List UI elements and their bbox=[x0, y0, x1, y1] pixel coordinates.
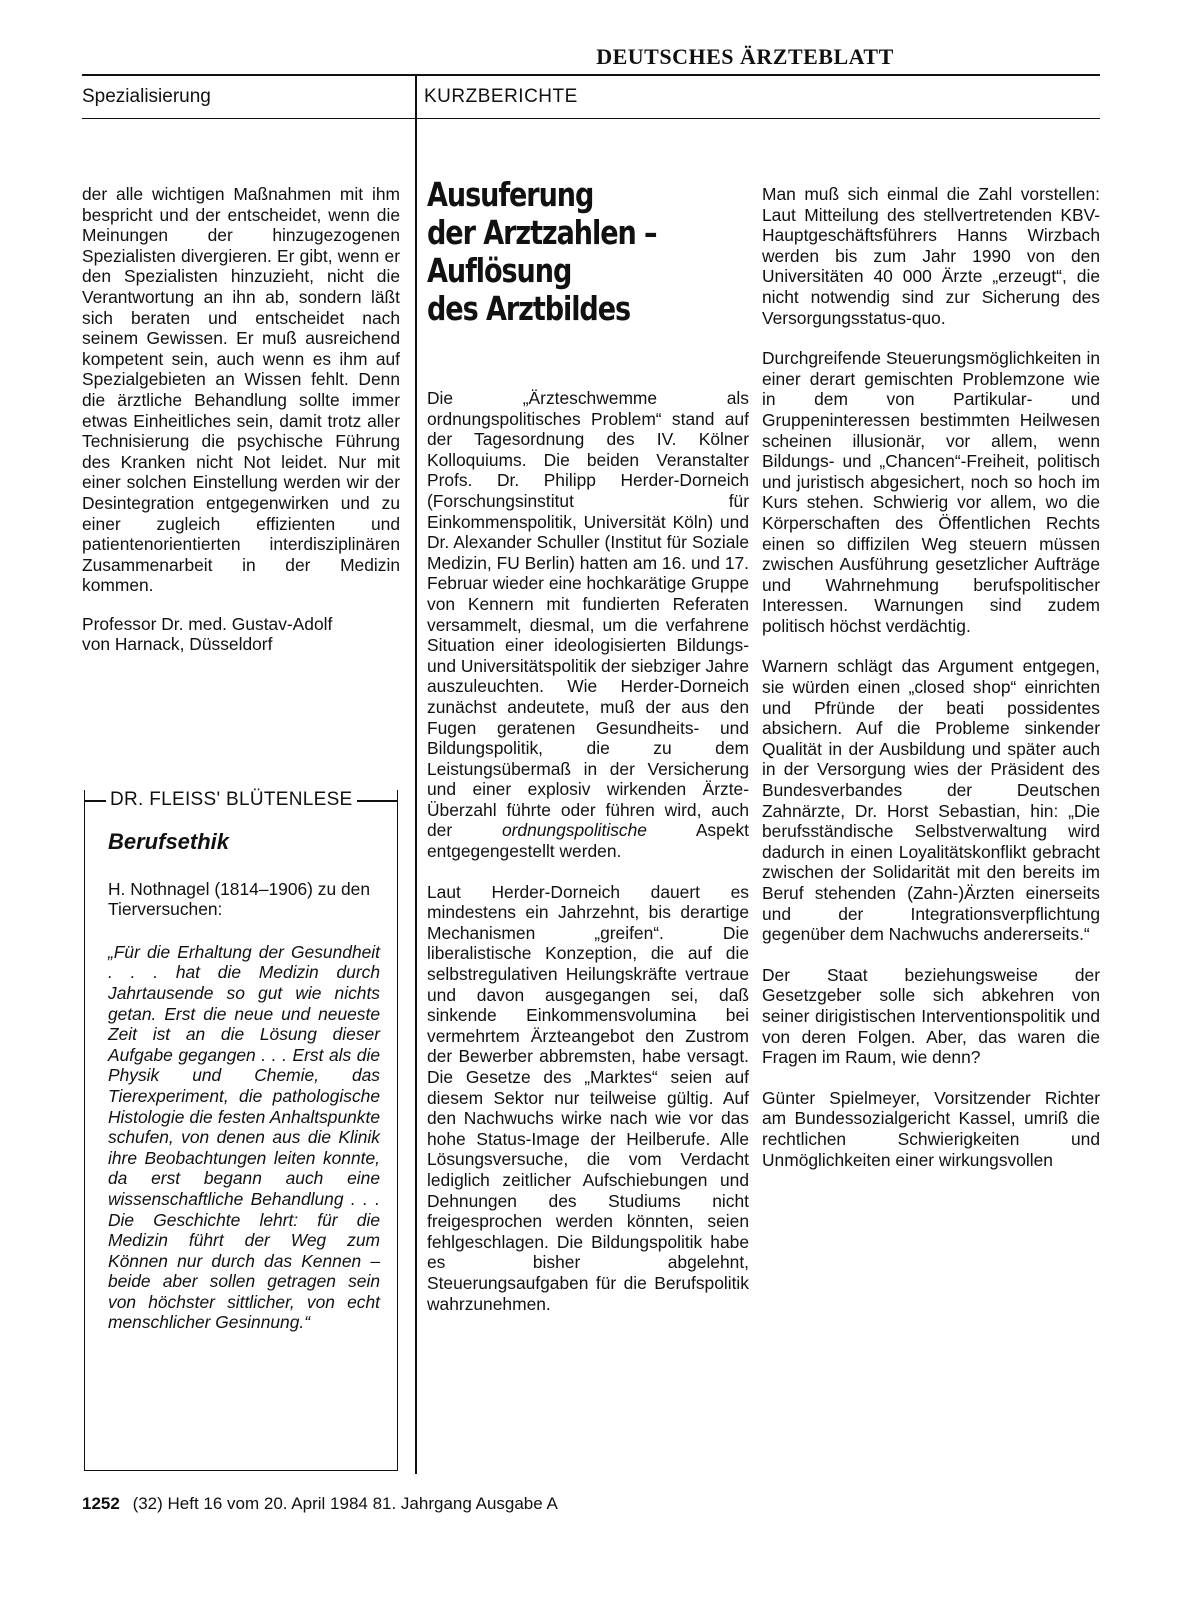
paragraph-1-italic: ordnungspolitische bbox=[501, 820, 647, 841]
headline-line-1: Ausuferung bbox=[427, 175, 594, 214]
box-content bbox=[108, 828, 380, 1333]
masthead: DEUTSCHES ÄRZTEBLATT bbox=[596, 44, 894, 69]
right-column-paragraph-5: Günter Spielmeyer, Vorsitzender Richter am Bundessozialgericht Kassel, umriß die rechtlichen Schwierigkeiten und Unmöglichkeiten einer wirkungsvollen bbox=[762, 1087, 1100, 1170]
headline-line-3: Auflösung bbox=[427, 251, 572, 290]
column-divider bbox=[415, 74, 417, 1474]
author-signature bbox=[82, 614, 400, 655]
author-line-2: von Harnack, Düsseldorf bbox=[82, 634, 273, 655]
box-top-border-left bbox=[84, 800, 108, 802]
issue-info: (32) Heft 16 vom 20. April 1984 81. Jahrgang Ausgabe A bbox=[132, 1494, 558, 1513]
right-column bbox=[762, 184, 1100, 1190]
page-number: 1252 bbox=[82, 1494, 120, 1513]
box-top-border-right bbox=[354, 800, 397, 802]
box-heading: Berufsethik bbox=[108, 829, 230, 854]
page-footer bbox=[82, 1494, 558, 1514]
left-column-paragraph: der alle wichtigen Maßnahmen mit ihm bespricht und der entscheidet, wenn die Meinungen der hinzugezogenen Spezialisten divergieren. Er gibt, wenn er den Spezialisten hinzuzieht, nicht die Verantwortung an ihn ab, sondern läßt sich beraten und entscheidet nach seinem Gewissen. Er muß ausreichend kompetent sein, auch wenn es ihm auf Spezialgebieten an Wissen fehlt. Denn die ärztliche Behandlung sollte immer etwas Einheitliches sein, damit trotz aller Technisierung die psychische Führung des Kranken nicht Not leidet. Nur mit einer solchen Einstellung werden wir der Desintegration entgegenwirken und zu einer zugleich effizienten und patientenorientierten interdisziplinären Zusammenarbeit in der Medizin kommen. bbox=[82, 184, 400, 596]
right-column-paragraph-1: Man muß sich einmal die Zahl vorstellen: Laut Mitteilung des stellvertretenden KBV-Hauptgeschäftsführers Hanns Wirzbach werden bis zum Jahr 1990 von den Universitäten 40 000 Ärzte „erzeugt“, die nicht notwendig sind zur Sicherung des Versorgungsstatus-quo. bbox=[762, 184, 1100, 328]
section-label-right: KURZBERICHTE bbox=[424, 86, 578, 107]
middle-column-paragraph-1 bbox=[427, 388, 749, 862]
right-column-paragraph-2: Durchgreifende Steuerungsmöglichkeiten in einer derart gemischten Problemzone wie in dem von Partikular- und Gruppeninteressen bestimmten Heilwesen scheinen illusionär, vor allem, wenn Bildungs- und „Chancen“-Freiheit, politisch und juristisch abgesichert, noch so hoch im Kurs stehen. Schwierig vor allem, wo die Körperschaften des Öffentlichen Rechts einen so diffizilen Weg steuern müssen zwischen Ausführung gesetzlicher Aufträge und Wahrnehmung berufspolitischer Interessen. Warnungen sind zudem politisch höchst verdächtig. bbox=[762, 348, 1100, 636]
left-column bbox=[82, 184, 400, 655]
box-intro: H. Nothnagel (1814–1906) zu den Tierversuchen: bbox=[108, 878, 371, 920]
paragraph-1-tail: Aspekt entgegengestellt werden. bbox=[427, 820, 749, 862]
right-column-paragraph-3: Warnern schlägt das Argument entgegen, sie würden einen „closed shop“ einrichten und Pfründe der beati possidentes absichern. Auf die Probleme sinkender Qualität in der Ausbildung und später auch in der Versorgung wies der Präsident des Bundesverbandes der Deutschen Zahnärzte, Dr. Horst Sebastian, hin: „Die berufsständische Selbstverwaltung wird dadurch in einen Loyalitätskonflikt gebracht zwischen der Solidarität mit den bereits im Beruf stehenden (Zahn-)Ärzten einerseits und der Integrationsverpflichtung gegenüber dem Nachwuchs andererseits.“ bbox=[762, 656, 1100, 945]
headline-line-4: des Arztbildes bbox=[427, 289, 631, 328]
paragraph-1-text: Die „Ärzteschwemme als ordnungspolitisches Problem“ stand auf der Tagesordnung des IV. Kölner Kolloquiums. Die beiden Veranstalter Profs. Dr. Philipp Herder-Dorneich (Forschungsinstitut für Einkommenspolitik, Universität Köln) und Dr. Alexander Schuller (Institut für Soziale Medizin, FU Berlin) hatten am 16. und 17. Februar wieder eine hochkarätige Gruppe von Kennern mit fundierten Referaten versammelt, diesmal, um die verfahrene Situation einer ideologisierten Bildungs- und Universitätspolitik der siebziger Jahre auszuleuchten. Wie Herder-Dorneich zunächst andeutete, muß der aus den Fugen geratenen Gesundheits- und Bildungspolitik, die zu dem Leistungsübermaß in der Versicherung und einer explosiv wirkenden Ärzte-Überzahl führte oder führen wird, auch der bbox=[427, 388, 749, 841]
section-label-left: Spezialisierung bbox=[82, 86, 211, 107]
section-rule bbox=[82, 118, 1100, 119]
top-rule bbox=[82, 74, 1100, 76]
middle-column-paragraph-2: Laut Herder-Dorneich dauert es mindestens ein Jahrzehnt, bis derartige Mechanismen „greifen“. Die liberalistische Konzeption, die auf die selbstregulativen Heilungskräfte vertraue und davon ausgegangen sei, daß sinkende Einkommensvolumina bei vermehrtem Ärzteangebot den Zustrom der Bewerber abbremsten, habe versagt. Die Gesetze des „Marktes“ seien auf diesem Sektor nur teilweise gültig. Auf den Nachwuchs wirke nach wie vor das hohe Status-Image der Heilberufe. Alle Lösungsversuche, die vom Verdacht lediglich zeitlicher Aufschiebungen und Dehnungen des Studiums nicht freigesprochen werden könnten, seien fehlgeschlagen. Die Bildungspolitik habe es bisher abgelehnt, Steuerungsaufgaben für die Berufspolitik wahrzunehmen. bbox=[427, 881, 749, 1314]
author-line-1: Professor Dr. med. Gustav-Adolf bbox=[82, 613, 333, 634]
box-title: DR. FLEISS' BLÜTENLESE bbox=[106, 789, 357, 811]
box-quote: „Für die Erhaltung der Gesundheit . . . hat die Medizin durch Jahrtausende so gut wie nichts getan. Erst die neue und neueste Zeit ist an die Lösung dieser Aufgabe gegangen . . . Erst als die Physik und Chemie, das Tierexperiment, die pathologische Histologie die festen Anhaltspunkte schufen, von denen aus die Klinik ihre Beobachtungen leiten konnte, da erst begann auch eine wissenschaftliche Behandlung . . . Die Geschichte lehrt: für die Medizin führt der Weg zum Können nur durch das Kennen – beide aber sollen getragen sein von höchster sittlicher, von echt menschlicher Gesinnung.“ bbox=[108, 941, 380, 1333]
right-column-paragraph-4: Der Staat beziehungsweise der Gesetzgeber solle sich abkehren von seiner dirigistischen Interventionspolitik und von deren Folgen. Aber, das waren die Fragen im Raum, wie denn? bbox=[762, 964, 1100, 1068]
article-headline bbox=[427, 176, 689, 328]
middle-column bbox=[427, 388, 749, 1334]
headline-line-2: der Arztzahlen – bbox=[427, 213, 657, 252]
